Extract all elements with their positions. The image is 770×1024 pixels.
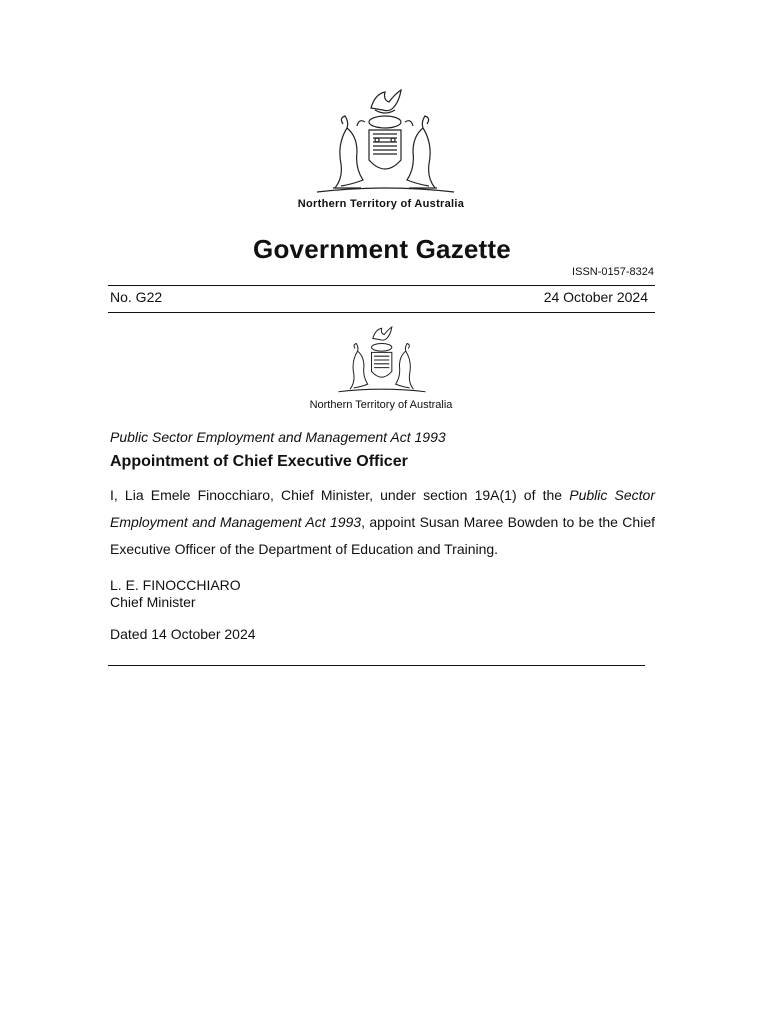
body-text-part1: I, Lia Emele Finocchiaro, Chief Minister, under section 19A(1) of the — [110, 487, 570, 503]
notice-heading: Appointment of Chief Executive Officer — [110, 453, 408, 470]
dated-line: Dated 14 October 2024 — [110, 626, 256, 642]
body-text-part2: , appoint Susan Maree Bowden to be the Chief Executive Officer of the Department of Education and Training. — [110, 514, 655, 557]
notice-body — [110, 482, 655, 563]
divider-top — [108, 285, 655, 286]
act-title: Public Sector Employment and Management Act 1993 — [110, 429, 446, 445]
divider-middle — [108, 312, 655, 313]
coat-of-arms-small-emblem — [336, 325, 428, 395]
issn-number: ISSN-0157-8324 — [572, 266, 654, 278]
signatory-title: Chief Minister — [110, 594, 196, 610]
crest-caption: Northern Territory of Australia — [297, 198, 465, 210]
divider-bottom — [108, 665, 645, 666]
act-reference: Public Sector Employment and Management Act 1993 — [110, 487, 655, 530]
signatory-name: L. E. FINOCCHIARO — [110, 577, 241, 593]
page-title: Government Gazette — [253, 234, 511, 264]
notice-crest-caption: Northern Territory of Australia — [309, 399, 453, 411]
issue-date: 24 October 2024 — [543, 289, 648, 305]
issue-number: No. G22 — [110, 289, 163, 305]
coat-of-arms-emblem — [313, 88, 458, 196]
